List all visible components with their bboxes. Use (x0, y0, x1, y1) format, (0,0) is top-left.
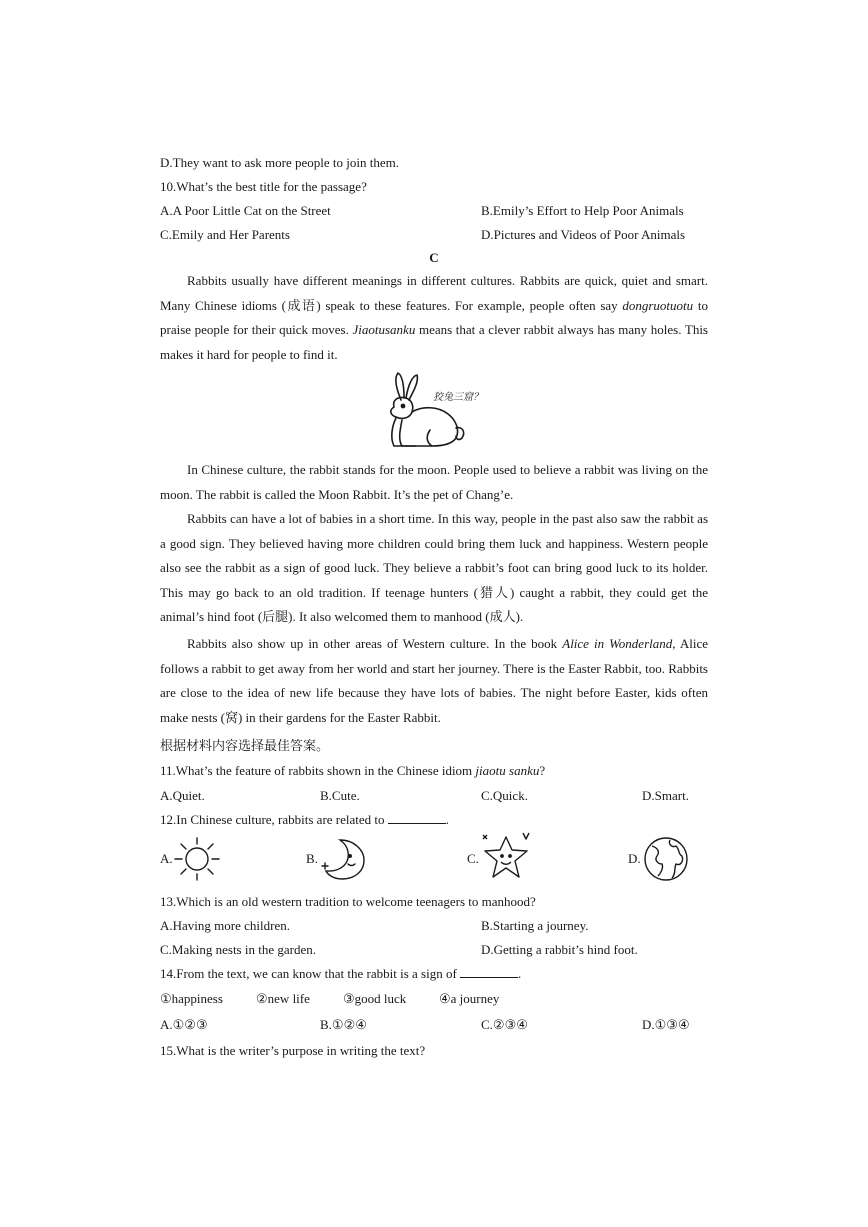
q13-option-c[interactable]: C.Making nests in the garden. (160, 942, 316, 957)
q12-stem-end: . (445, 812, 450, 827)
p1-text-2: to praise people for their quick moves. (160, 297, 708, 337)
passage-paragraph-4 (160, 632, 708, 730)
q11-option-a[interactable]: A.Quiet. (160, 788, 205, 803)
q15-stem: 15.What is the writer’s purpose in writing the text? (160, 1043, 426, 1058)
q10-option-a: A.A Poor Little Cat on the Street (160, 203, 331, 218)
star-icon (479, 831, 533, 883)
q13-option-a[interactable]: A.Having more children. (160, 918, 290, 933)
q14-item-2: ②new life (256, 991, 310, 1006)
passage-paragraph-1 (160, 269, 708, 367)
q11-option-b[interactable]: B.Cute. (320, 788, 360, 803)
q12-option-b[interactable]: B. (306, 851, 318, 866)
q11-option-c[interactable]: C.Quick. (481, 788, 528, 803)
q14-item-1: ①happiness (160, 991, 223, 1006)
p4-text-2: , Alice follows a rabbit to get away from her world and start her journey. There is the Easter Rabbit, too. Rabbits are close to the idea of new life because they have lots of babies. The night before Easter, kids often make nests (窝) in their gardens for the Easter Rabbit. (160, 636, 708, 725)
p1-text-1: Rabbits usually have different meanings in different cultures. Rabbits are quick, quiet and smart. Many Chinese idioms (成语) speak to these features. For example, people often say (160, 273, 708, 313)
rabbit-ear-right (406, 375, 417, 400)
section-heading: C (429, 250, 439, 265)
q10-stem: 10.What’s the best title for the passage? (160, 179, 367, 194)
q11-stem-end: ? (539, 763, 546, 778)
q14-item-3: ③good luck (343, 991, 407, 1006)
q11-option-d[interactable]: D.Smart. (642, 788, 689, 803)
q13-option-d[interactable]: D.Getting a rabbit’s hind foot. (481, 942, 638, 957)
q12-stem-text: 12.In Chinese culture, rabbits are related to (160, 812, 385, 827)
p4-text-1: Rabbits also show up in other areas of Western culture. In the book (187, 636, 563, 651)
q14-option-b[interactable]: B.①②④ (320, 1017, 367, 1032)
rabbit-illustration (376, 370, 468, 456)
earth-icon (640, 834, 692, 884)
idiom-jiaotusanku: Jiaotusanku (352, 322, 416, 337)
q10-option-b: B.Emily’s Effort to Help Poor Animals (481, 203, 684, 218)
q14-stem-end: . (518, 966, 522, 981)
q14-option-c[interactable]: C.②③④ (481, 1017, 528, 1032)
q13-stem: 13.Which is an old western tradition to welcome teenagers to manhood? (160, 894, 536, 909)
moon-icon (318, 836, 368, 882)
q14-option-d[interactable]: D.①③④ (642, 1017, 690, 1032)
q12-blank (388, 812, 446, 824)
q12-option-a[interactable]: A. (160, 851, 173, 866)
q14-item-4: ④a journey (439, 991, 500, 1006)
sun-icon (172, 836, 222, 882)
q11-stem-text: 11.What’s the feature of rabbits shown in the Chinese idiom (160, 763, 476, 778)
rabbit-ear-left (396, 373, 404, 400)
book-title: Alice in Wonderland (562, 636, 673, 651)
q12-option-c[interactable]: C. (467, 851, 479, 866)
q14-stem-text: 14.From the text, we can know that the rabbit is a sign of (160, 966, 457, 981)
passage-paragraph-3: Rabbits can have a lot of babies in a short time. In this way, people in the past also saw the rabbit as a good sign. They believed having more children could bring them luck and happiness. Western people also see the rabbit as a sign of good luck. They believe a rabbit’s foot can bring good luck to its holder. This may go back to an old tradition. If teenage hunters (猎人) caught a rabbit, they could get the animal’s hind foot (后腿). It also welcomed them to manhood (成人). (160, 511, 708, 624)
q11-stem (160, 763, 545, 779)
rabbit-caption: 狡兔三窟？ (433, 392, 483, 403)
q9-option-d: D.They want to ask more people to join them. (160, 155, 400, 170)
q11-idiom: jiaotu sanku (475, 763, 540, 778)
q12-option-d[interactable]: D. (628, 851, 641, 866)
idiom-dongruotuotu: dongruotuotu (622, 297, 694, 313)
instruction: 根据材料内容选择最佳答案。 (160, 738, 330, 753)
p1-text-3: means that a clever rabbit always has many holes. This makes it hard for people to find it. (160, 322, 708, 362)
q14-stem (160, 966, 521, 982)
passage-paragraph-2: In Chinese culture, the rabbit stands for the moon. People used to believe a rabbit was living on the moon. The rabbit is called the Moon Rabbit. It’s the pet of Chang’e. (160, 462, 708, 502)
q14-option-a[interactable]: A.①②③ (160, 1017, 208, 1032)
q10-option-d: D.Pictures and Videos of Poor Animals (481, 227, 686, 242)
q10-option-c: C.Emily and Her Parents (160, 227, 290, 242)
q12-stem (160, 812, 449, 828)
q14-blank (460, 966, 518, 978)
q13-option-b[interactable]: B.Starting a journey. (481, 918, 589, 933)
